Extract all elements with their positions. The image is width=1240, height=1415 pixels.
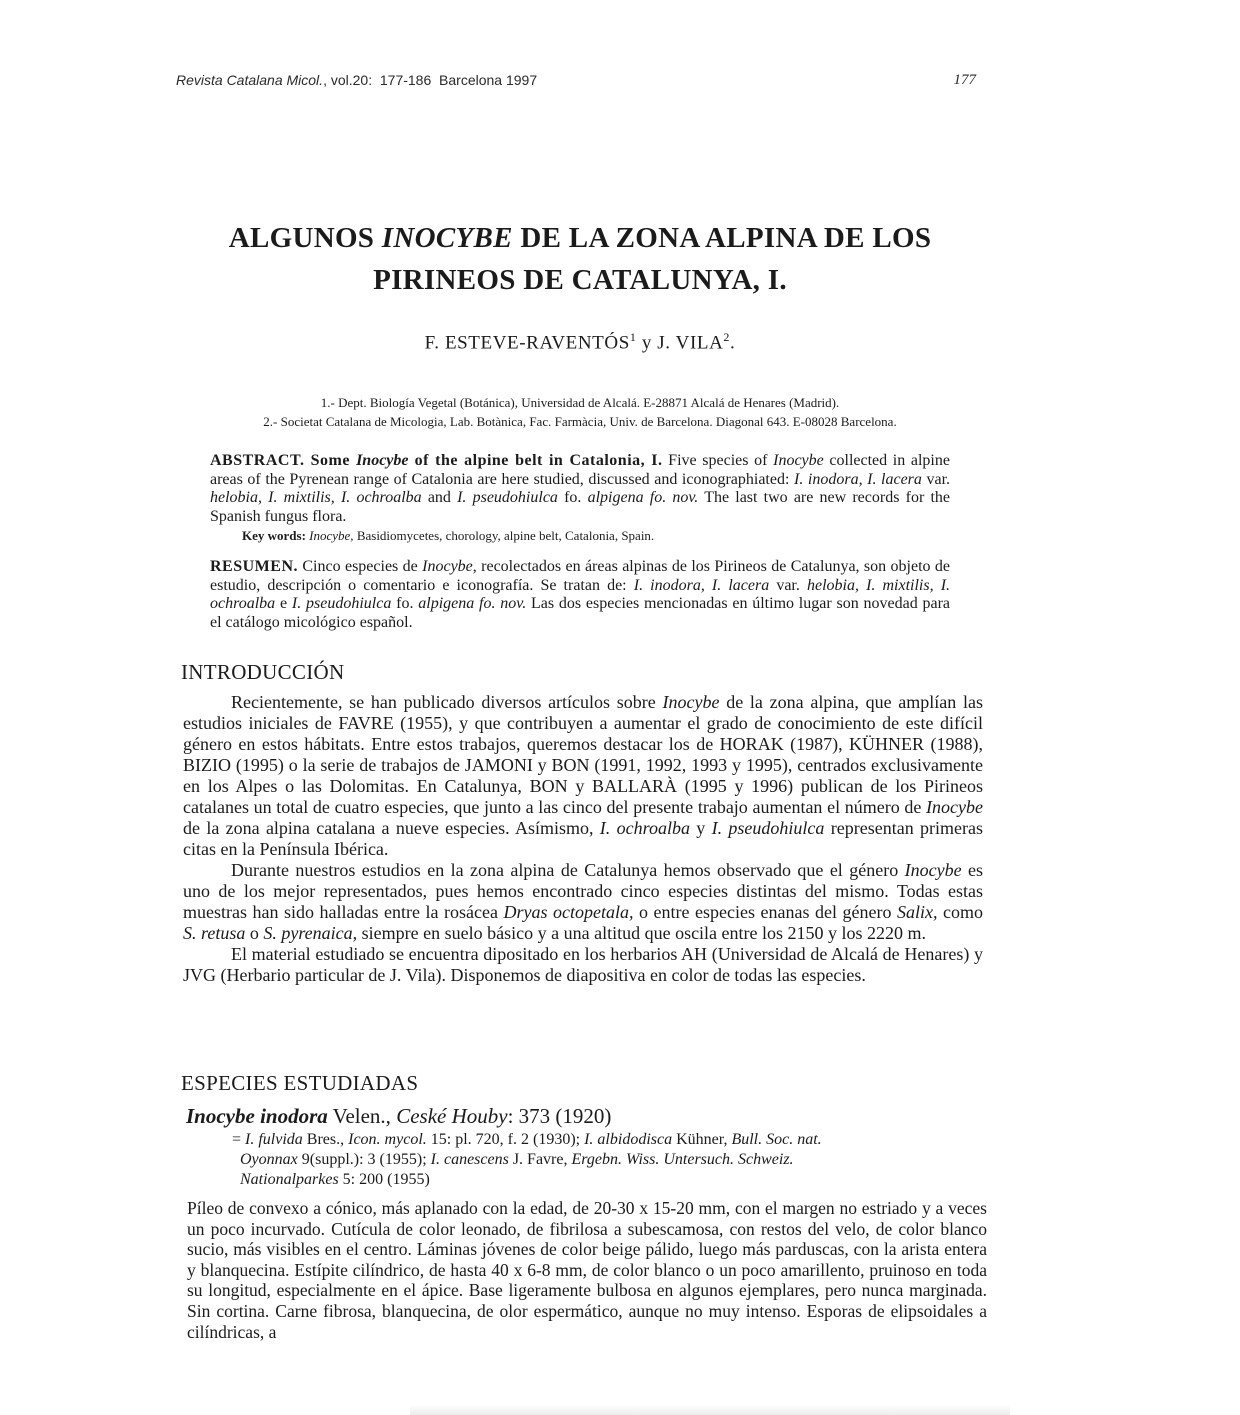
abstract: ABSTRACT. Some Inocybe of the alpine belt in Catalonia, I. Five species of Inocybe collected in alpine areas of the Pyrenean range of Catalonia are here studied, discussed and iconographiated: I. inodora, I. lacera var. helobia, I. mixtilis, I. ochroalba and I. pseudohiulca fo. alpigena fo. nov. The last two are new records for the Spanish fungus flora. Key words: Inocybe, Basidiomycetes, chorology, alpine belt, Catalonia, Spain. (210, 452, 950, 546)
title-line-1: ALGUNOS INOCYBE DE LA ZONA ALPINA DE LOS (228, 222, 932, 254)
intro-paragraph-2: Durante nuestros estudios en la zona alpina de Catalunya hemos observado que el género Inocybe es uno de los mejor representados, pues hemos encontrado cinco especies distintas del mismo. Todas estas muestras han sido halladas entre la rosácea Dryas octopetala, o entre especies enanas del género Salix, como S. retusa o S. pyrenaica, siempre en suelo básico y a una altitud que oscila entre los 2150 y los 2220 m. (183, 860, 984, 943)
affiliation-2: 2.- Societat Catalana de Micologia, Lab. Botànica, Fac. Farmàcia, Univ. de Barcelona. Diagonal 643. E-08028 Barcelona. (263, 414, 897, 429)
species-synonyms (232, 1130, 952, 1190)
running-header (176, 72, 976, 96)
synonym-line-3: Nationalparkes 5: 200 (1955) (240, 1171, 430, 1188)
intro-paragraph-1: Recientemente, se han publicado diversos artículos sobre Inocybe de la zona alpina, que amplían las estudios iniciales de FAVRE (1955), y que contribuyen a aumentar el grado de conocimiento de este difícil género en estos hábitats. Entre estos trabajos, queremos destacar los de HORAK (1987), KÜHNER (1988), BIZIO (1995) o la serie de trabajos de JAMONI y BON (1991, 1992, 1993 y 1995), centrados exclusivamente en los Alpes o las Dolomitas. En Catalunya, BON y BALLARÀ (1995 y 1996) publican de los Pirineos catalanes un total de cuatro especies, que junto a las cinco del presente trabajo aumentan el número de Inocybe de la zona alpina catalana a nueve especies. Asímismo, I. ochroalba y I. pseudohiulca representan primeras citas en la Península Ibérica. (183, 692, 984, 859)
intro-paragraph-3: El material estudiado se encuentra dipositado en los herbarios AH (Universidad de Alcalá de Henares) y JVG (Herbario particular de J. Vila). Disponemos de diapositiva en color de todas las especies. (183, 944, 983, 985)
scan-edge-shadow (410, 1405, 1010, 1415)
key-words: Key words: Inocybe, Basidiomycetes, chorology, alpine belt, Catalonia, Spain. (242, 528, 655, 543)
species-heading: Inocybe inodora Velen., Ceské Houby: 373 (1920) (186, 1104, 612, 1128)
journal-pages: 177-186 (379, 72, 432, 88)
journal-name: Revista Catalana Micol. (176, 72, 324, 88)
introduccion-body (183, 692, 983, 986)
synonym-line-2: Oyonnax 9(suppl.): 3 (1955); I. canescens J. Favre, Ergebn. Wiss. Untersuch. Schweiz. (240, 1151, 794, 1168)
affiliation-1: 1.- Dept. Biología Vegetal (Botánica), Universidad de Alcalá. E-28871 Alcalá de Henares (Madrid). (320, 395, 840, 410)
section-heading-especies: ESPECIES ESTUDIADAS (181, 1071, 419, 1095)
species-description: Píleo de convexo a cónico, más aplanado con la edad, de 20-30 x 15-20 mm, con el margen no estriado y a veces un poco incurvado. Cutícula de color leonado, de fibrilosa a subescamosa, con restos del velo, de color blanco sucio, más visibles en el centro. Láminas jóvenes de color beige pálido, luego más parduscas, con la arista entera y blanquecina. Estípite cilíndrico, de hasta 40 x 6-8 mm, de color blanco o un poco amarillento, pruinoso en toda su longitud, especialmente en el ápice. Base ligeramente bulbosa en algunos ejemplares, pero nunca marginada. Sin cortina. Carne fibrosa, blanquecina, de olor espermático, aunque no muy intenso. Esporas de elipsoidales a cilíndricas, a (187, 1198, 987, 1342)
section-heading-introduccion: INTRODUCCIÓN (181, 660, 345, 684)
synonym-line-1: = I. fulvida Bres., Icon. mycol. 15: pl. 720, f. 2 (1930); I. albidodisca Kühner, Bull. Soc. nat. (232, 1131, 822, 1148)
resumen: RESUMEN. Cinco especies de Inocybe, recolectados en áreas alpinas de los Pirineos de Catalunya, son objeto de estudio, descripción o comentario e iconografía. Se tratan de: I. inodora, I. lacera var. helobia, I. mixtilis, I. ochroalba e I. pseudohiulca fo. alpigena fo. nov. Las dos especies mencionadas en último lugar son novedad para el catálogo micológico español. (210, 558, 951, 631)
paper-title (180, 217, 980, 301)
page-number: 177 (953, 72, 976, 88)
title-line-2: PIRINEOS DE CATALUNYA, I. (373, 264, 787, 296)
journal-volume: , vol.20: (323, 72, 373, 88)
journal-place-year: Barcelona 1997 (439, 72, 538, 88)
authors: F. ESTEVE-RAVENTÓS$^1$ y J. VILA$^2$. (424, 330, 736, 354)
